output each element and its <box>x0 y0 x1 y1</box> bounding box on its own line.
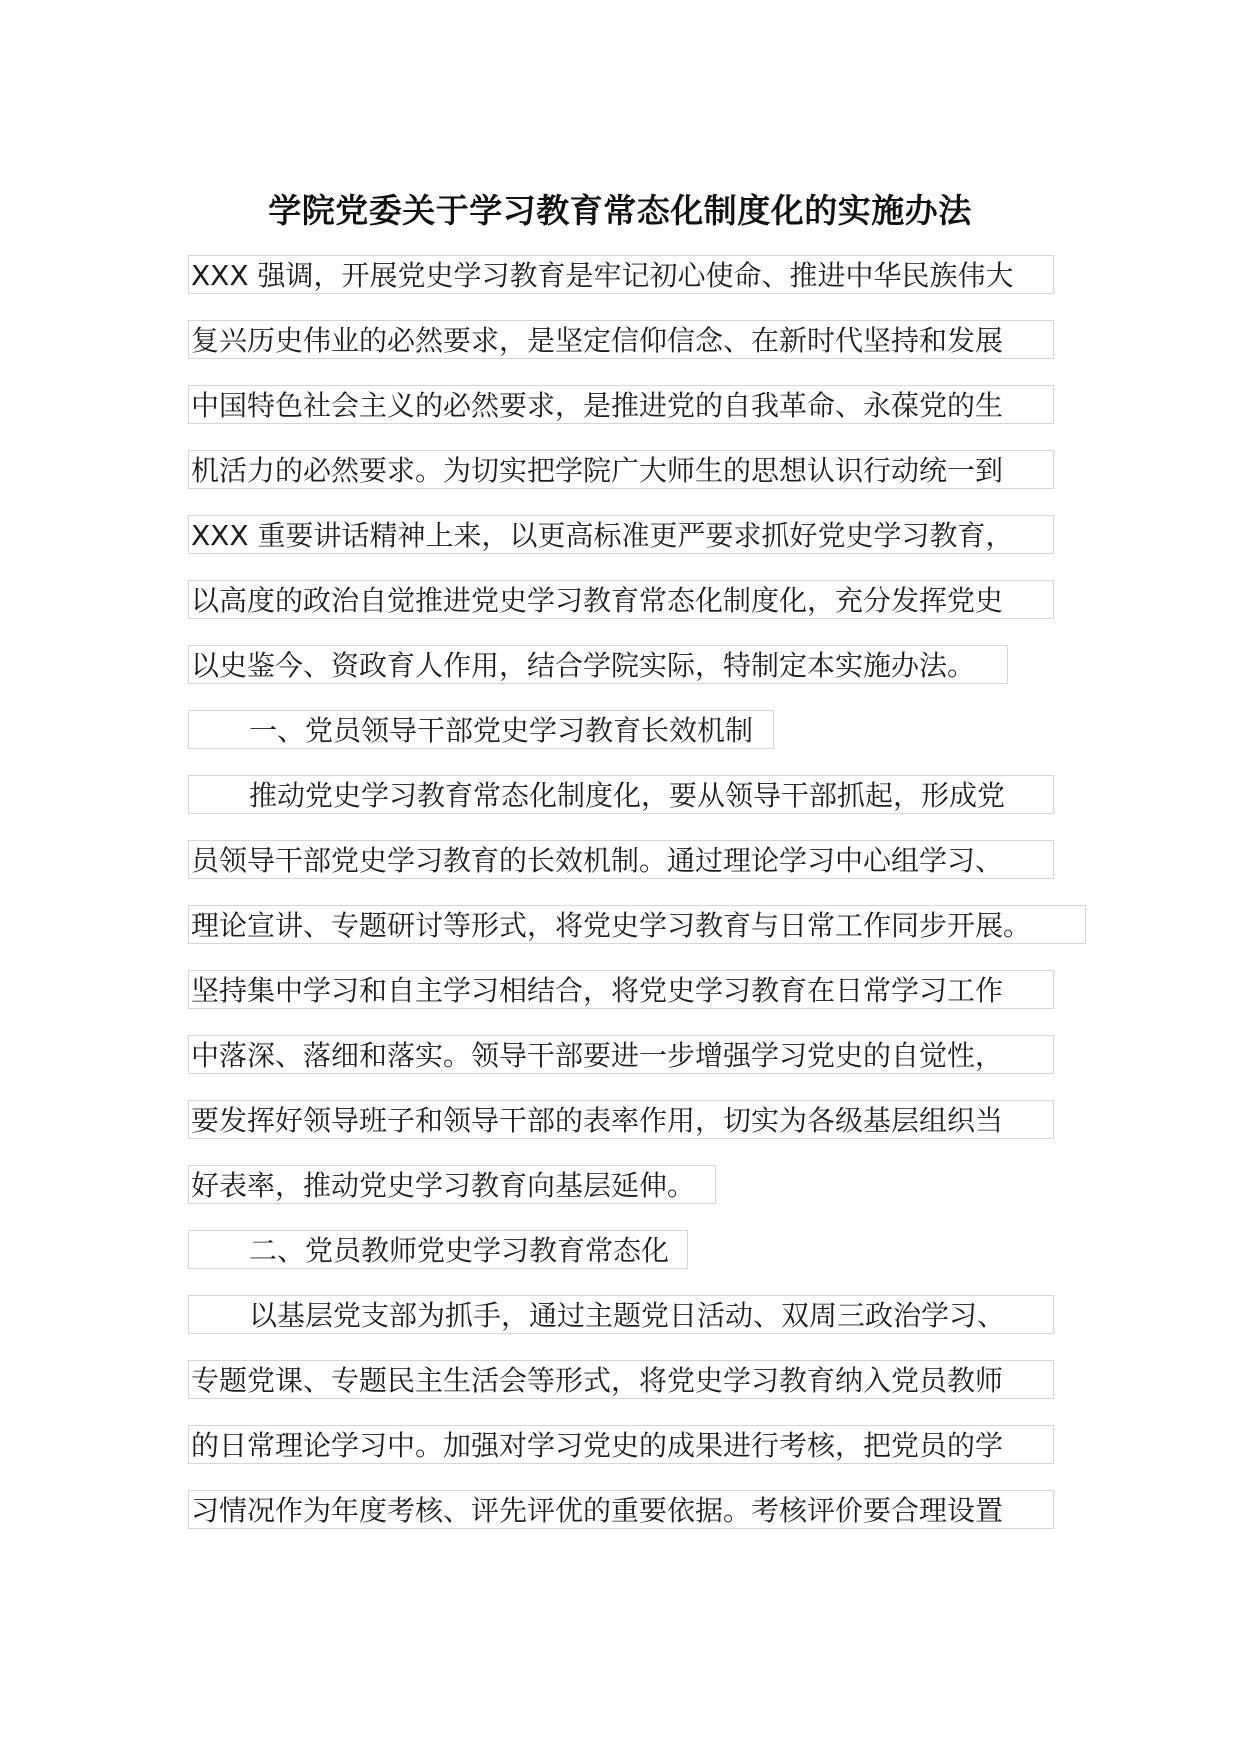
text-line-18: 习情况作为年度考核、评先评优的重要依据。考核评价要合理设置 <box>188 1490 1054 1529</box>
text-line-5: XXX 重要讲话精神上来，以更高标准更严要求抓好党史学习教育， <box>188 515 1054 554</box>
text-line-3: 中国特色社会主义的必然要求，是推进党的自我革命、永葆党的生 <box>188 385 1054 424</box>
text-line-17: 的日常理论学习中。加强对学习党史的成果进行考核，把党员的学 <box>188 1425 1054 1464</box>
section-heading-2: 二、党员教师党史学习教育常态化 <box>188 1230 688 1269</box>
document-title: 学院党委关于学习教育常态化制度化的实施办法 <box>268 191 972 230</box>
text-line-7: 以史鉴今、资政育人作用，结合学院实际，特制定本实施办法。 <box>188 645 1008 684</box>
text-line-1: XXX 强调，开展党史学习教育是牢记初心使命、推进中华民族伟大 <box>188 255 1054 294</box>
text-line-8: 推动党史学习教育常态化制度化，要从领导干部抓起，形成党 <box>188 775 1054 814</box>
text-line-2: 复兴历史伟业的必然要求，是坚定信仰信念、在新时代坚持和发展 <box>188 320 1054 359</box>
text-line-10: 理论宣讲、专题研讨等形式，将党史学习教育与日常工作同步开展。 <box>188 905 1086 944</box>
section-heading-1: 一、党员领导干部党史学习教育长效机制 <box>188 710 774 749</box>
text-line-16: 专题党课、专题民主生活会等形式，将党史学习教育纳入党员教师 <box>188 1360 1054 1399</box>
text-line-12: 中落深、落细和落实。领导干部要进一步增强学习党史的自觉性， <box>188 1035 1054 1074</box>
text-line-4: 机活力的必然要求。为切实把学院广大师生的思想认识行动统一到 <box>188 450 1054 489</box>
text-line-6: 以高度的政治自觉推进党史学习教育常态化制度化，充分发挥党史 <box>188 580 1054 619</box>
text-line-13: 要发挥好领导班子和领导干部的表率作用，切实为各级基层组织当 <box>188 1100 1054 1139</box>
text-line-14: 好表率，推动党史学习教育向基层延伸。 <box>188 1165 716 1204</box>
text-line-9: 员领导干部党史学习教育的长效机制。通过理论学习中心组学习、 <box>188 840 1054 879</box>
text-line-15: 以基层党支部为抓手，通过主题党日活动、双周三政治学习、 <box>188 1295 1054 1334</box>
text-line-11: 坚持集中学习和自主学习相结合，将党史学习教育在日常学习工作 <box>188 970 1054 1009</box>
